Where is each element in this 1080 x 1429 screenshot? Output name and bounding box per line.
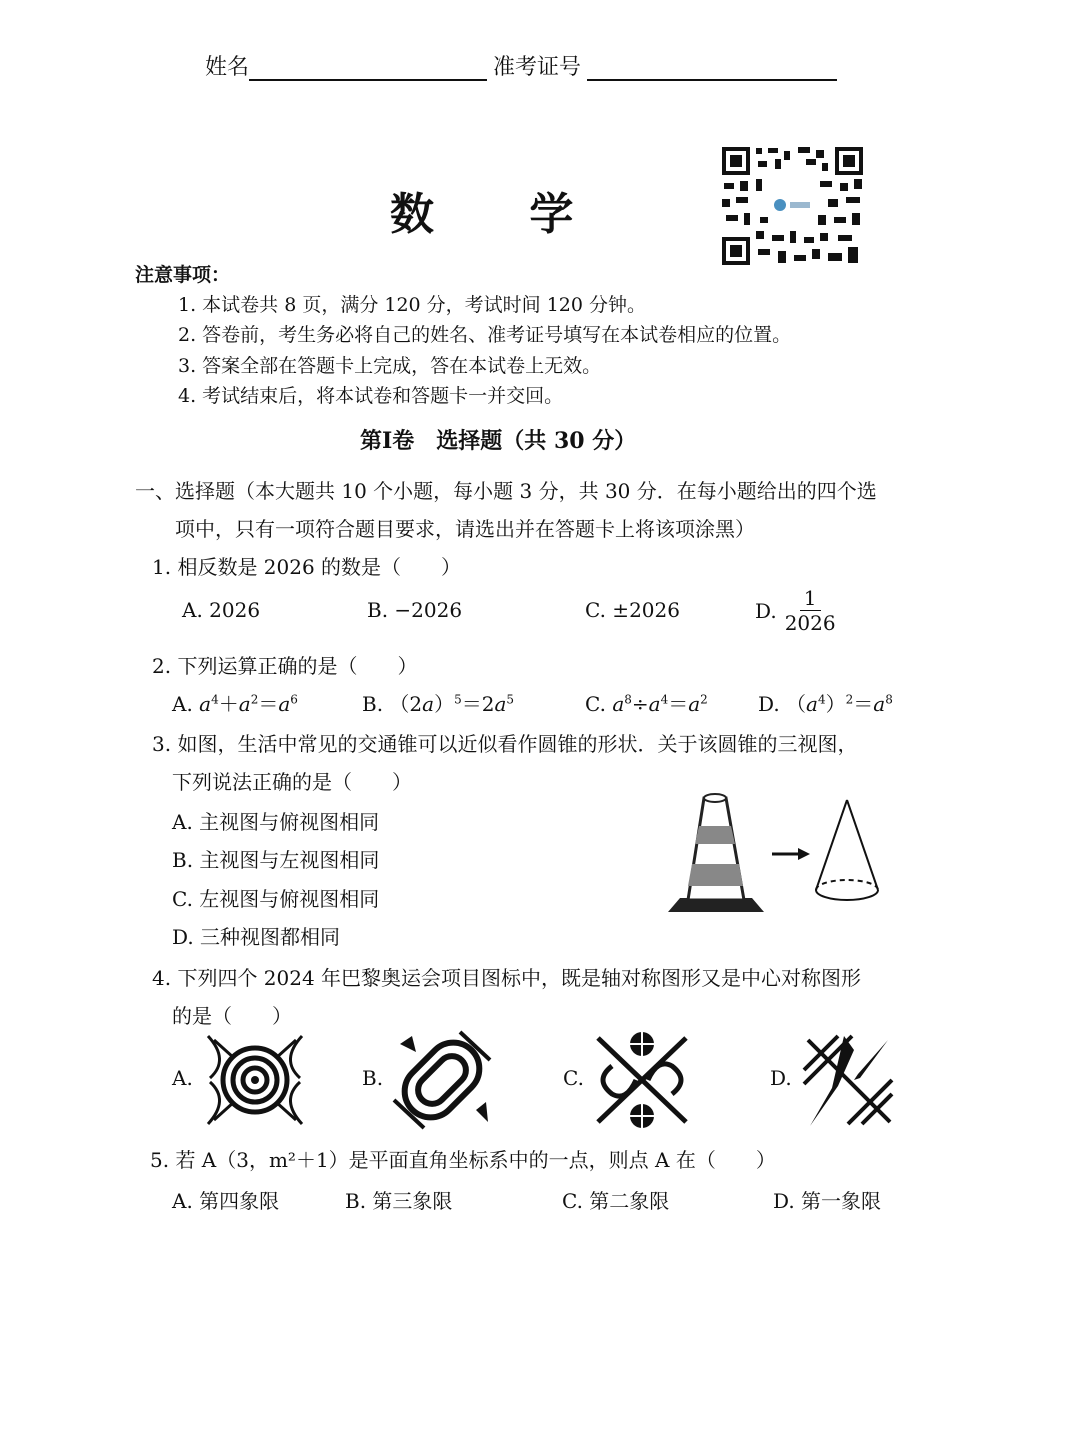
note-item: 1. 本试卷共 8 页，满分 120 分，考试时间 120 分钟。 — [178, 294, 647, 316]
q5-option-d: D. 第一象限 — [773, 1189, 882, 1213]
q1-stem: 1. 相反数是 2026 的数是（ ） — [152, 555, 462, 579]
qr-code — [720, 145, 865, 267]
q4-stem-cont: 的是（ ） — [172, 1004, 292, 1028]
q1-option-d-label: D. — [755, 598, 777, 623]
q1-option-b: B. −2026 — [367, 598, 463, 622]
note-item: 2. 答卷前，考生务必将自己的姓名、准考证号填写在本试卷相应的位置。 — [178, 324, 792, 346]
q3-stem-cont: 下列说法正确的是（ ） — [172, 770, 412, 794]
q3-option-c: C. 左视图与俯视图相同 — [172, 887, 380, 911]
section-title: 第Ⅰ卷 选择题（共 30 分） — [360, 428, 637, 454]
notes-title: 注意事项： — [135, 264, 231, 286]
q2-option-c: C. $a^8\div a^4=a^2$ — [585, 692, 708, 716]
q1-option-d — [755, 586, 836, 635]
q5-option-c: C. 第二象限 — [562, 1189, 670, 1213]
q5-option-a: A. 第四象限 — [172, 1189, 280, 1213]
fraction-denominator: 2026 — [784, 611, 836, 635]
q3-option-b: B. 主视图与左视图相同 — [172, 848, 380, 872]
athletics-track-icon — [390, 1030, 495, 1130]
q3-option-d: D. 三种视图都相同 — [172, 925, 341, 949]
name-blank — [249, 57, 487, 81]
q2-option-d: D. $(a^4)^2=a^8$ — [758, 692, 893, 716]
section-intro: 一、选择题（本大题共 10 个小题，每小题 3 分，共 30 分．在每小题给出的四个选 — [135, 479, 877, 503]
section-intro-cont: 项中，只有一项符合题目要求，请选出并在答题卡上将该项涂黑） — [175, 517, 755, 541]
traffic-cone-figure — [660, 790, 890, 920]
q4-option-c-label: C. — [563, 1066, 584, 1090]
q1-option-a: A. 2026 — [182, 598, 261, 622]
q2-stem: 2. 下列运算正确的是（ ） — [152, 654, 418, 678]
note-item: 3. 答案全部在答题卡上完成，答在本试卷上无效。 — [178, 355, 602, 377]
archery-icon — [200, 1030, 310, 1130]
q3-option-a: A. 主视图与俯视图相同 — [172, 810, 380, 834]
basketball-icon — [592, 1030, 692, 1130]
candidate-info-line — [205, 50, 837, 81]
q4-stem: 4. 下列四个 2024 年巴黎奥运会项目图标中，既是轴对称图形又是中心对称图形 — [152, 966, 862, 990]
q3-stem: 3. 如图，生活中常见的交通锥可以近似看作圆锥的形状．关于该圆锥的三视图， — [152, 732, 858, 756]
fraction — [785, 586, 836, 635]
exam-id-blank — [587, 57, 837, 81]
q4-option-b-label: B. — [362, 1066, 384, 1090]
fraction-numerator: 1 — [800, 586, 821, 611]
q4-option-d-label: D. — [770, 1066, 792, 1090]
q4-option-a-label: A. — [172, 1066, 193, 1090]
name-label: 姓名 — [205, 55, 250, 80]
diving-icon — [798, 1030, 898, 1130]
page-title: 数 学 — [390, 189, 614, 240]
q5-option-b: B. 第三象限 — [345, 1189, 453, 1213]
q5-stem: 5. 若 A（3，m²＋1）是平面直角坐标系中的一点，则点 A 在（ ） — [150, 1148, 776, 1172]
q1-option-c: C. ±2026 — [585, 598, 680, 622]
exam-id-label: 准考证号 — [493, 55, 582, 80]
q2-option-b: B. $(2a)^5=2a^5$ — [362, 692, 515, 716]
q2-option-a: A. $a^4+a^2=a^6$ — [172, 692, 298, 716]
note-item: 4. 考试结束后，将本试卷和答题卡一并交回。 — [178, 385, 564, 407]
